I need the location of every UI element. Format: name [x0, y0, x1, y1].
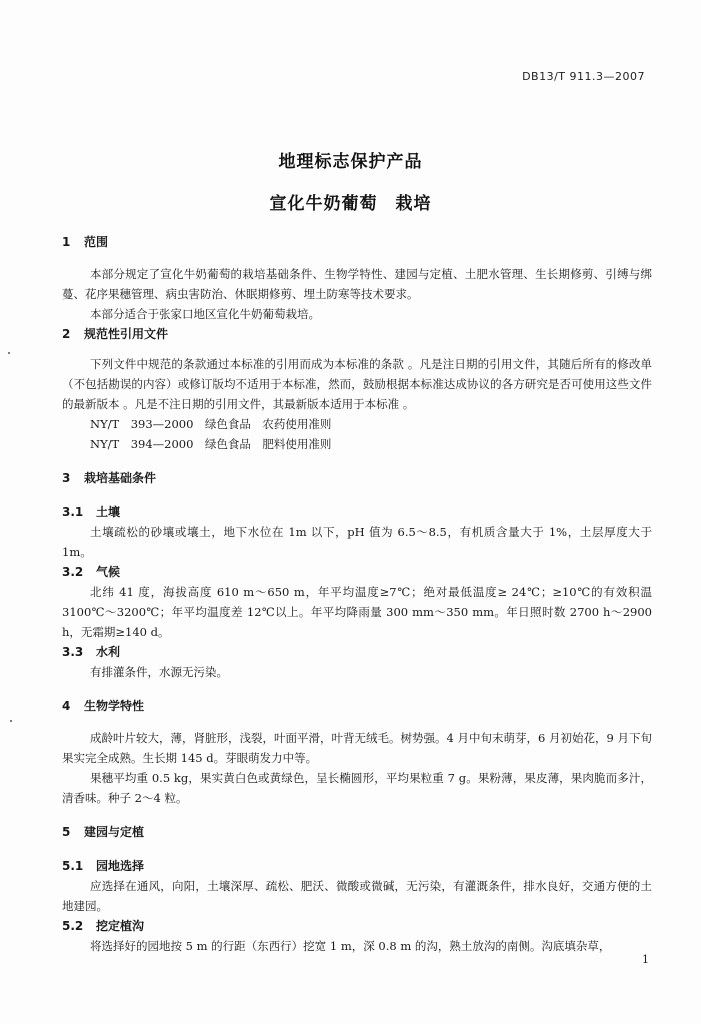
paragraph: 土壤疏松的砂壤或壤土，地下水位在 1m 以下，pH 值为 6.5～8.5，有机质含量大于 1%，土层厚度大于 1m。	[62, 525, 652, 559]
subsection-number: 3.1	[62, 505, 84, 519]
document-body	[62, 232, 652, 956]
section-number: 5	[62, 825, 71, 839]
subsection-number: 3.2	[62, 565, 84, 579]
section-title: 范围	[84, 235, 109, 249]
subsection-number: 5.1	[62, 859, 84, 873]
subsection-title: 园地选择	[96, 859, 145, 873]
section-title: 生物学特性	[84, 699, 145, 713]
paragraph: 本部分规定了宣化牛奶葡萄的栽培基础条件、生物学特性、建园与定植、土肥水管理、生长期修剪、引缚与绑蔓、花序果穗管理、病虫害防治、休眠期修剪、埋土防寒等技术要求。	[62, 267, 652, 301]
section-title: 规范性引用文件	[84, 327, 169, 341]
paragraph: 有排灌条件，水源无污染。	[90, 665, 228, 679]
paragraph: 应选择在通风，向阳，土壤深厚、疏松、肥沃、微酸或微碱，无污染，有灌溉条件，排水良好，交通方便的土地建园。	[62, 879, 652, 913]
subsection-heading-soil	[62, 502, 652, 522]
subsection-number: 5.2	[62, 919, 84, 933]
subsection-heading-climate	[62, 562, 652, 582]
page-number: 1	[642, 953, 649, 966]
paragraph: 下列文件中规范的条款通过本标准的引用而成为本标准的条款 。凡是注日期的引用文件，其随后所有的修改单（不包括勘误的内容）或修订版均不适用于本标准，然而，鼓励根据本标准达成协议的各方研究是否可使用这些文件的最新版本 。凡是不注日期的引用文件，其最新版本适用于本标准 。	[62, 357, 652, 411]
standard-code: DB13/T 911.3—2007	[522, 70, 645, 83]
section-number: 1	[62, 235, 71, 249]
section-heading-biological-characteristics	[62, 696, 652, 716]
section-number: 3	[62, 471, 71, 485]
section-number: 2	[62, 327, 71, 341]
document-title-line2: 宣化牛奶葡萄 栽培	[269, 194, 432, 214]
paragraph: 北纬 41 度，海拔高度 610 m～650 m，年平均温度≥7℃；绝对最低温度≥ 24℃；≥10℃的有效积温 3100℃～3200℃；年平均温度差 12℃以上。年平均降雨量 300 mm～350 mm。年日照时数 2700 h～2900 h，无霜期≥140 d。	[62, 585, 652, 639]
subsection-heading-water	[62, 642, 652, 662]
paragraph: 本部分适合于张家口地区宣化牛奶葡萄栽培。	[90, 307, 320, 321]
subsection-title: 气候	[96, 565, 121, 579]
document-title-line1: 地理标志保护产品	[278, 152, 423, 172]
subsection-title: 挖定植沟	[96, 919, 145, 933]
section-title: 栽培基础条件	[84, 471, 157, 485]
reference-item: NY/T 394—2000 绿色食品 肥料使用准则	[90, 437, 332, 451]
scan-speck	[8, 352, 10, 354]
section-heading-normative-references	[62, 324, 652, 344]
section-number: 4	[62, 699, 71, 713]
section-heading-cultivation-conditions	[62, 468, 652, 488]
subsection-heading-site-selection	[62, 856, 652, 876]
subsection-number: 3.3	[62, 645, 84, 659]
paragraph: 将选择好的园地按 5 m 的行距（东西行）挖宽 1 m，深 0.8 m 的沟，熟土放沟的南侧。沟底填杂草，	[90, 939, 611, 953]
paragraph: 成龄叶片较大，薄，肾脏形，浅裂，叶面平滑，叶背无绒毛。树势强。4 月中旬末萌芽，6 月初始花，9 月下旬果实完全成熟。生长期 145 d。芽眼萌发力中等。	[62, 731, 652, 765]
subsection-title: 土壤	[96, 505, 121, 519]
section-title: 建园与定植	[84, 825, 145, 839]
subsection-title: 水利	[96, 645, 121, 659]
subsection-heading-planting-ditch	[62, 916, 652, 936]
section-heading-orchard-establishment	[62, 822, 652, 842]
section-heading-scope	[62, 232, 652, 252]
scan-speck	[10, 720, 12, 722]
reference-item: NY/T 393—2000 绿色食品 农药使用准则	[90, 417, 332, 431]
paragraph: 果穗平均重 0.5 kg，果实黄白色或黄绿色，呈长椭圆形，平均果粒重 7 g。果粉薄，果皮薄，果肉脆而多汁，清香味。种子 2～4 粒。	[62, 771, 652, 805]
